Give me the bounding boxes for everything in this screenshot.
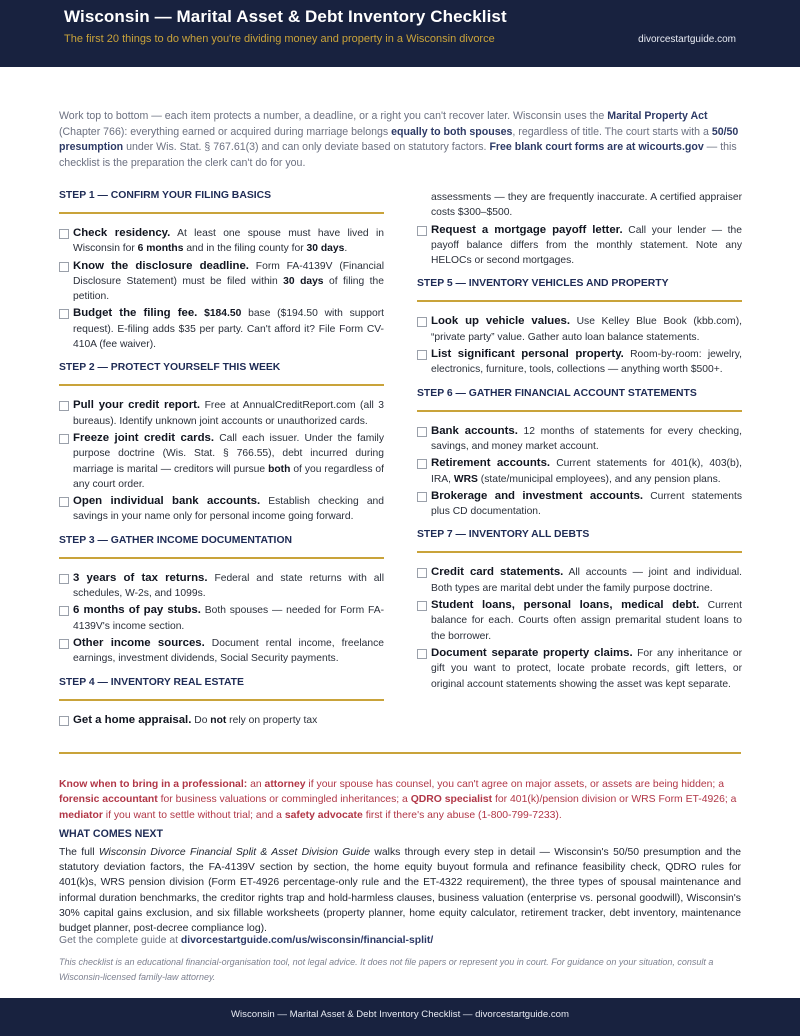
checklist-item — [59, 259, 384, 305]
item-title: Bank accounts. — [431, 424, 518, 437]
note-text: for 401(k)/pension division or WRS Form ET-4926; a — [492, 794, 737, 806]
checkbox[interactable] — [417, 459, 427, 469]
item-text: base ($194.50 with support request). E-filing adds $35 per party. Can't afford it? File Form CV-410A (fee waiver). — [73, 308, 384, 351]
checklist-item — [417, 489, 742, 520]
checkbox[interactable] — [417, 226, 427, 236]
checklist-item — [417, 646, 742, 692]
intro-bold: 50/50 presumption — [59, 125, 739, 154]
right-column — [417, 190, 742, 694]
guide-link[interactable]: divorcestartguide.com/us/wisconsin/financial-split/ — [180, 935, 434, 946]
note-bold: QDRO specialist — [410, 794, 493, 806]
note-bold: attorney — [264, 779, 306, 790]
item-text: Current statements for 401(k), 403(b), IRA, — [431, 458, 742, 485]
footer-text: Wisconsin — Marital Asset & Debt Inventory Checklist — divorcestartguide.com — [230, 1009, 570, 1020]
item-title: Pull your credit report. — [73, 399, 201, 412]
checkbox[interactable] — [417, 568, 427, 578]
checkbox[interactable] — [59, 606, 69, 616]
intro-text: — this checklist is the preparation the clerk can't do for you. — [59, 141, 737, 169]
step-heading: STEP 6 — GATHER FINANCIAL ACCOUNT STATEMENTS — [417, 386, 742, 412]
item-text: Form FA-4139V (Financial Disclosure Statement) must be filed within — [73, 260, 384, 287]
item-title: Budget the filing fee. — [73, 307, 198, 320]
checklist-item — [59, 494, 384, 525]
item-text: Establish checking and savings in your name only for personal income going forward. — [73, 496, 384, 523]
note-bold: forensic accountant — [59, 794, 158, 806]
checklist-item — [417, 598, 742, 644]
step-heading: STEP 7 — INVENTORY ALL DEBTS — [417, 527, 742, 553]
checklist-item — [417, 347, 742, 378]
item-text: Free at AnnualCreditReport.com (all 3 bureaus). Identify unknown joint accounts or unauthorized cards. — [73, 400, 385, 427]
note-text: for business valuations or commingled inheritances; a — [157, 794, 411, 806]
note-lead: Know when to bring in a professional: — [59, 779, 248, 790]
step-heading: STEP 3 — GATHER INCOME DOCUMENTATION — [59, 533, 384, 559]
item-text: of you regardless of any court order. — [73, 463, 384, 490]
checklist-item — [59, 431, 384, 492]
checkbox[interactable] — [417, 649, 427, 659]
intro-text: under Wis. Stat. § 767.61(3) and can only deviate based on statutory factors. — [123, 141, 490, 154]
intro-text: (Chapter 766): everything earned or acquired during marriage belongs — [59, 125, 392, 138]
checklist-item — [417, 424, 742, 455]
step-heading: STEP 4 — INVENTORY REAL ESTATE — [59, 675, 384, 701]
item-bold: both — [268, 463, 291, 475]
item-text: Current balance for each. Courts often assign premarital student loans to the borrower. — [431, 600, 742, 642]
checkbox[interactable] — [417, 601, 427, 611]
item-title: Student loans, personal loans, medical debt. — [431, 599, 700, 612]
checkbox[interactable] — [59, 497, 69, 507]
checkbox[interactable] — [59, 229, 69, 239]
checkbox[interactable] — [59, 401, 69, 411]
item-text: and in the filing county for — [183, 243, 307, 255]
item-text: Federal and state returns with all schedules, W-2s, and 1099s. — [73, 572, 385, 600]
item-text: 12 months of statements for every checking, savings, and money market account. — [431, 425, 742, 452]
checkbox[interactable] — [59, 574, 69, 584]
guide-link-label: Get the complete guide at — [59, 935, 181, 946]
item-bold: 30 days — [283, 275, 324, 287]
checklist-item — [59, 603, 384, 634]
item-title: Retirement accounts. — [431, 457, 551, 470]
item-text: Use Kelley Blue Book (kbb.com), “private party” value. Gather auto loan balance statements. — [431, 316, 742, 343]
professional-note — [59, 777, 741, 823]
checkbox[interactable] — [417, 350, 427, 360]
item-bold: not — [210, 714, 227, 726]
item-title: Get a home appraisal. — [73, 713, 192, 726]
checklist-item — [59, 306, 384, 352]
checklist-item — [417, 314, 742, 345]
checkbox[interactable] — [59, 262, 69, 272]
item-text: All accounts — joint and individual. Both types are marital debt under the family purpose doctrine. — [431, 567, 742, 594]
checklist-item — [417, 223, 742, 269]
item-title: 6 months of pay stubs. — [73, 604, 201, 617]
checkbox[interactable] — [59, 639, 69, 649]
step-heading: STEP 5 — INVENTORY VEHICLES AND PROPERTY — [417, 276, 742, 302]
intro-bold: Marital Property Act — [607, 110, 708, 122]
next-text: walks through every step in detail — Wisconsin's 50/50 presumption and the statutory deviation factors, the FA-4139V section by section, the home equity buyout formula and refinance feasibility check, QDRO rules for 401(k)s, WRS pension division (Form ET-4926 percentage-only rule and the ET-4322 requirement), the three types of spousal maintenance and informal duration benchmarks, the creditor rights trap and hold-harmless clauses, business valuation (enterprise vs. personal goodwill), Wisconsin's 30% capital gains exclusion, and six fillable worksheets (property planner, home equity calculator, retirement tracker, debt inventory, maintenance budget planner, post-decree compliance log). — [59, 847, 741, 935]
checklist-item — [59, 398, 384, 429]
page-title: Wisconsin — Marital Asset & Debt Inventory Checklist — [64, 7, 507, 26]
item-text: (state/municipal employees), and any pension plans. — [477, 473, 721, 485]
intro-bold: equally to both spouses — [391, 125, 513, 138]
guide-title: Wisconsin Divorce Financial Split & Asset Division Guide — [98, 847, 371, 858]
page-header — [0, 0, 800, 67]
item-title: 3 years of tax returns. — [73, 571, 208, 584]
what-comes-next-text — [59, 845, 741, 936]
checklist-item — [59, 713, 384, 728]
item-title: Brokerage and investment accounts. — [431, 489, 644, 502]
item-title: Document separate property claims. — [431, 646, 633, 659]
note-text: first if there's any abuse (1-800-799-7233). — [362, 809, 562, 821]
what-comes-next-heading: WHAT COMES NEXT — [59, 828, 163, 840]
page-footer — [0, 998, 800, 1036]
note-bold: mediator — [59, 809, 103, 821]
item-bold: 6 months — [137, 243, 184, 255]
checkbox[interactable] — [59, 434, 69, 444]
item-title: Request a mortgage payoff letter. — [431, 223, 623, 236]
item-text: Both spouses — needed for Form FA-4139V's income section. — [73, 605, 385, 632]
disclaimer: This checklist is an educational financial-organisation tool, not legal advice. It does not file papers or represent you in court. For guidance on your situation, consult a Wisconsin-licensed family-law attorney. — [59, 957, 714, 982]
item-title: Credit card statements. — [431, 566, 564, 579]
item-title: Know the disclosure deadline. — [73, 259, 249, 272]
item-title: Other income sources. — [73, 636, 205, 649]
item-text: Call each issuer. Under the family purpose doctrine (Wis. Stat. § 766.55), debt incurred during marriage is marital — creditors will pursue — [73, 432, 384, 475]
checkbox[interactable] — [417, 492, 427, 502]
item-text: Current statements plus CD documentation. — [431, 490, 742, 518]
item-text: . — [344, 243, 348, 255]
item-text: rely on property tax — [226, 714, 318, 726]
checklist-item — [59, 636, 384, 667]
checklist-item — [59, 226, 384, 257]
item-title: Look up vehicle values. — [431, 315, 571, 328]
note-text: an — [247, 779, 265, 790]
intro-text: Work top to bottom — each item protects a number, a deadline, or a right you can't recover later. Wisconsin uses the — [59, 110, 608, 122]
note-bold: safety advocate — [284, 809, 363, 821]
intro-text: , regardless of title. The court starts with a — [512, 125, 712, 138]
item-text: For any inheritance or gift you want to protect, locate probate records, gift letters, or original account statements showing the asset was kept separate. — [431, 647, 742, 690]
item-title: Freeze joint credit cards. — [73, 431, 215, 444]
intro-bold: Free blank court forms are at wicourts.gov — [489, 141, 704, 154]
item-title: Open individual bank accounts. — [73, 495, 261, 508]
left-column — [59, 188, 384, 730]
checklist-item — [59, 571, 384, 602]
step-heading: STEP 2 — PROTECT YOURSELF THIS WEEK — [59, 360, 384, 386]
item-text: of filing the petition. — [73, 275, 384, 303]
section-divider — [59, 752, 741, 754]
item-text: At least one spouse must have lived in Wisconsin for — [73, 228, 384, 255]
item-title: Check residency. — [73, 227, 171, 239]
item-bold: 30 days — [306, 243, 345, 255]
note-text: if your spouse has counsel, you can't agree on major assets, or assets are being hidden; a — [305, 779, 724, 790]
guide-link-line — [59, 935, 433, 946]
item-continuation: assessments — they are frequently inaccurate. A certified appraiser costs $300–$500. — [431, 192, 742, 219]
site-name: divorcestartguide.com — [638, 34, 736, 45]
item-title: List significant personal property. — [431, 348, 624, 361]
item-text: Room-by-room: jewelry, electronics, furniture, tools, collections — anything worth $500+. — [431, 349, 743, 376]
step-heading: STEP 1 — CONFIRM YOUR FILING BASICS — [59, 188, 384, 214]
item-bold: $184.50 — [197, 308, 242, 320]
intro-paragraph — [59, 109, 741, 171]
item-text: Call your lender — the payoff balance differs from the monthly statement. Note any HELOCs or second mortgages. — [431, 224, 742, 267]
checkbox[interactable] — [59, 716, 69, 726]
checkbox[interactable] — [417, 427, 427, 437]
next-text: The full — [59, 847, 99, 858]
note-text: if you want to settle without trial; and a — [102, 809, 285, 821]
checklist-item — [417, 456, 742, 487]
checkbox[interactable] — [59, 309, 69, 319]
item-text: Do — [191, 714, 211, 726]
checkbox[interactable] — [417, 317, 427, 327]
item-bold: WRS — [453, 473, 478, 485]
page-subtitle: The first 20 things to do when you're dividing money and property in a Wisconsin divorce — [64, 33, 495, 45]
item-text: Document rental income, freelance earnings, investment dividends, Social Security payments. — [73, 637, 384, 665]
checklist-item — [417, 565, 742, 596]
